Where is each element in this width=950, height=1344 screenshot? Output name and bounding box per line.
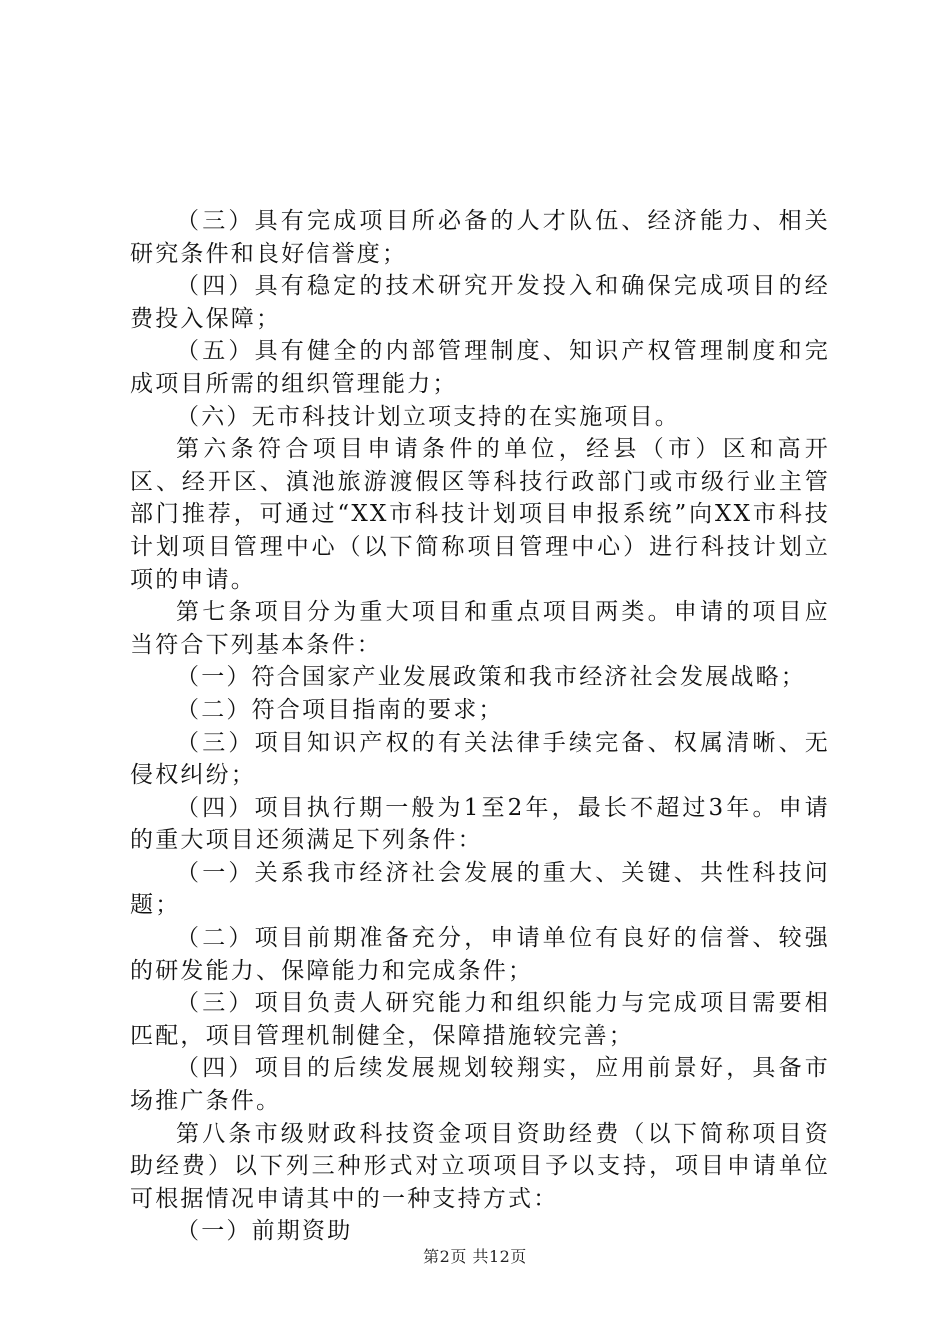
paragraph: 第六条符合项目申请条件的单位，经县（市）区和高开区、经开区、滇池旅游渡假区等科技行政部门或市级行业主管部门推荐，可通过“XX市科技计划项目申报系统”向XX市科技计划项目管理中心（以下简称项目管理中心）进行科技计划立项的申请。 bbox=[130, 436, 830, 593]
paragraph: （四）具有稳定的技术研究开发投入和确保完成项目的经费投入保障； bbox=[130, 273, 830, 332]
document-body bbox=[130, 205, 830, 1248]
paragraph: （一）符合国家产业发展政策和我市经济社会发展战略； bbox=[176, 664, 806, 691]
paragraph: （五）具有健全的内部管理制度、知识产权管理制度和完成项目所需的组织管理能力； bbox=[130, 338, 830, 397]
paragraph: （六）无市科技计划立项支持的在实施项目。 bbox=[176, 403, 680, 430]
paragraph: （四）项目执行期一般为1至2年，最长不超过3年。申请的重大项目还须满足下列条件： bbox=[130, 794, 830, 854]
page-number-footer: 第2页 共12页 bbox=[423, 1247, 527, 1266]
paragraph: （一）关系我市经济社会发展的重大、关键、共性科技问题； bbox=[130, 859, 830, 919]
paragraph: 第八条市级财政科技资金项目资助经费（以下简称项目资助经费）以下列三种形式对立项项目予以支持，项目申请单位可根据情况申请其中的一种支持方式： bbox=[130, 1120, 830, 1212]
paragraph: （一）前期资助 bbox=[176, 1218, 353, 1245]
paragraph: （四）项目的后续发展规划较翔实，应用前景好，具备市场推广条件。 bbox=[130, 1055, 830, 1115]
paragraph: （二）项目前期准备充分，申请单位有良好的信誉、较强的研发能力、保障能力和完成条件； bbox=[130, 925, 830, 984]
paragraph: （三）项目知识产权的有关法律手续完备、权属清晰、无侵权纠纷； bbox=[130, 729, 830, 789]
paragraph: （三）具有完成项目所必备的人才队伍、经济能力、相关研究条件和良好信誉度； bbox=[130, 208, 830, 267]
paragraph: （三）项目负责人研究能力和组织能力与完成项目需要相匹配，项目管理机制健全，保障措施较完善； bbox=[130, 990, 830, 1049]
paragraph: 第七条项目分为重大项目和重点项目两类。申请的项目应当符合下列基本条件： bbox=[130, 599, 830, 658]
paragraph: （二）符合项目指南的要求； bbox=[176, 696, 504, 723]
